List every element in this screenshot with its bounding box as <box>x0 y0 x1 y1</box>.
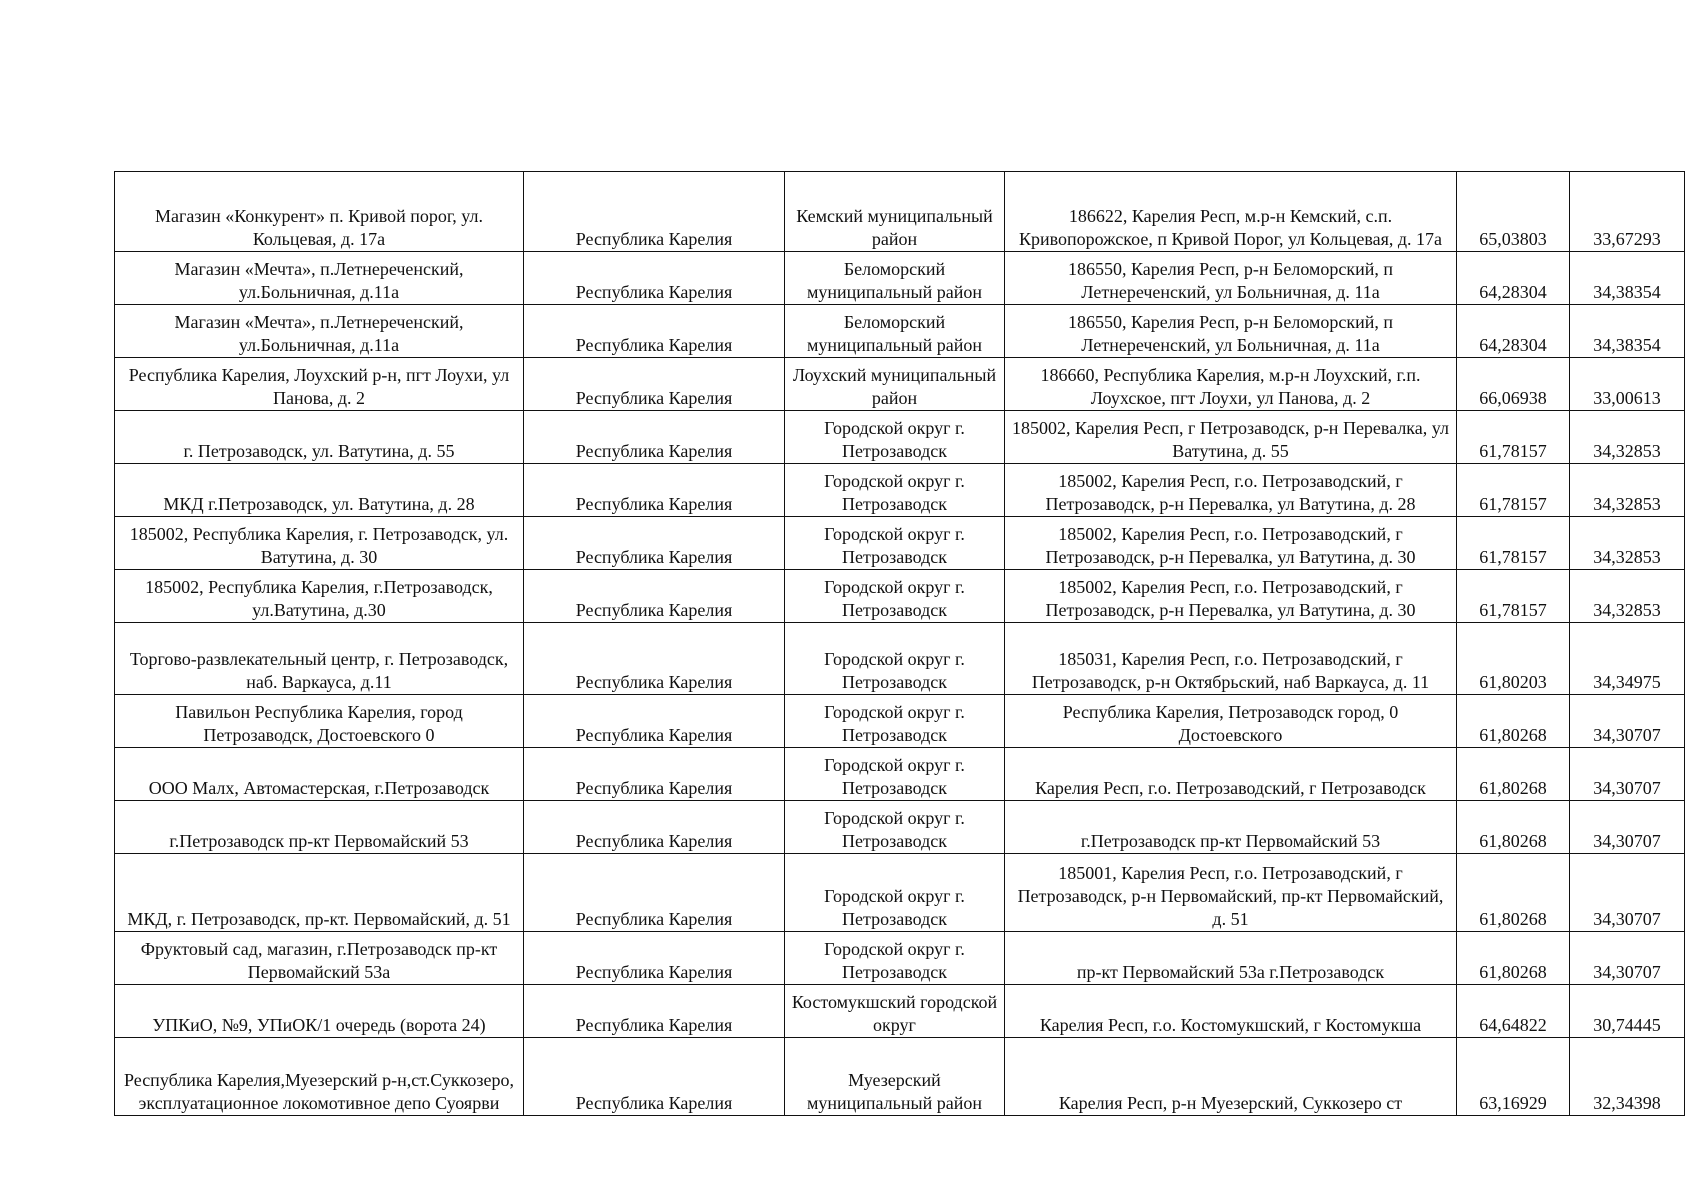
cell-region: Республика Карелия <box>524 252 785 305</box>
table-row <box>115 932 1685 985</box>
cell-longitude: 34,32853 <box>1570 517 1685 570</box>
cell-region: Республика Карелия <box>524 570 785 623</box>
cell-latitude: 66,06938 <box>1457 358 1570 411</box>
cell-address: 185031, Карелия Респ, г.о. Петрозаводский, г Петрозаводск, р-н Октябрьский, наб Варкауса, д. 11 <box>1005 623 1457 695</box>
cell-region: Республика Карелия <box>524 1038 785 1116</box>
cell-latitude: 61,80268 <box>1457 748 1570 801</box>
cell-address: 185002, Карелия Респ, г Петрозаводск, р-н Перевалка, ул Ватутина, д. 55 <box>1005 411 1457 464</box>
table-row <box>115 854 1685 932</box>
cell-longitude: 34,32853 <box>1570 464 1685 517</box>
cell-district: Беломорский муниципальный район <box>785 305 1005 358</box>
cell-region: Республика Карелия <box>524 172 785 252</box>
table-row <box>115 748 1685 801</box>
table-body <box>115 172 1685 1116</box>
cell-name: Магазин «Мечта», п.Летнереченский, ул.Больничная, д.11а <box>115 252 524 305</box>
cell-region: Республика Карелия <box>524 932 785 985</box>
cell-address: Карелия Респ, р-н Муезерский, Суккозеро ст <box>1005 1038 1457 1116</box>
cell-name: Фруктовый сад, магазин, г.Петрозаводск пр-кт Первомайский 53а <box>115 932 524 985</box>
cell-district: Городской округ г. Петрозаводск <box>785 464 1005 517</box>
cell-longitude: 33,67293 <box>1570 172 1685 252</box>
cell-latitude: 63,16929 <box>1457 1038 1570 1116</box>
table-row <box>115 695 1685 748</box>
address-table <box>114 171 1685 1116</box>
table-row <box>115 570 1685 623</box>
cell-address: 185001, Карелия Респ, г.о. Петрозаводский, г Петрозаводск, р-н Первомайский, пр-кт Первомайский, д. 51 <box>1005 854 1457 932</box>
cell-district: Городской округ г. Петрозаводск <box>785 854 1005 932</box>
cell-district: Городской округ г. Петрозаводск <box>785 517 1005 570</box>
cell-district: Кемский муниципальный район <box>785 172 1005 252</box>
cell-name: МКД г.Петрозаводск, ул. Ватутина, д. 28 <box>115 464 524 517</box>
cell-name: Магазин «Мечта», п.Летнереченский, ул.Больничная, д.11а <box>115 305 524 358</box>
cell-address: Карелия Респ, г.о. Костомукшский, г Костомукша <box>1005 985 1457 1038</box>
cell-district: Городской округ г. Петрозаводск <box>785 932 1005 985</box>
table-row <box>115 305 1685 358</box>
cell-name: Павильон Республика Карелия, город Петрозаводск, Достоевского 0 <box>115 695 524 748</box>
cell-district: Городской округ г. Петрозаводск <box>785 623 1005 695</box>
cell-longitude: 34,30707 <box>1570 748 1685 801</box>
cell-region: Республика Карелия <box>524 464 785 517</box>
cell-region: Республика Карелия <box>524 411 785 464</box>
cell-region: Республика Карелия <box>524 695 785 748</box>
cell-address: 186550, Карелия Респ, р-н Беломорский, п Летнереченский, ул Больничная, д. 11а <box>1005 305 1457 358</box>
cell-region: Республика Карелия <box>524 358 785 411</box>
cell-region: Республика Карелия <box>524 801 785 854</box>
cell-district: Беломорский муниципальный район <box>785 252 1005 305</box>
cell-longitude: 34,30707 <box>1570 932 1685 985</box>
cell-name: ООО Малх, Автомастерская, г.Петрозаводск <box>115 748 524 801</box>
cell-longitude: 34,32853 <box>1570 411 1685 464</box>
cell-address: Карелия Респ, г.о. Петрозаводский, г Петрозаводск <box>1005 748 1457 801</box>
cell-address: 185002, Карелия Респ, г.о. Петрозаводский, г Петрозаводск, р-н Перевалка, ул Ватутина, д. 28 <box>1005 464 1457 517</box>
cell-district: Городской округ г. Петрозаводск <box>785 748 1005 801</box>
table-row <box>115 1038 1685 1116</box>
cell-region: Республика Карелия <box>524 748 785 801</box>
cell-latitude: 61,80268 <box>1457 695 1570 748</box>
cell-name: МКД, г. Петрозаводск, пр-кт. Первомайский, д. 51 <box>115 854 524 932</box>
table-row <box>115 411 1685 464</box>
cell-longitude: 32,34398 <box>1570 1038 1685 1116</box>
cell-district: Городской округ г. Петрозаводск <box>785 695 1005 748</box>
cell-latitude: 61,80268 <box>1457 932 1570 985</box>
cell-region: Республика Карелия <box>524 854 785 932</box>
cell-latitude: 61,78157 <box>1457 411 1570 464</box>
cell-address: Республика Карелия, Петрозаводск город, 0 Достоевского <box>1005 695 1457 748</box>
cell-longitude: 34,30707 <box>1570 854 1685 932</box>
cell-name: Республика Карелия, Лоухский р-н, пгт Лоухи, ул Панова, д. 2 <box>115 358 524 411</box>
table-row <box>115 985 1685 1038</box>
cell-district: Городской округ г. Петрозаводск <box>785 801 1005 854</box>
cell-latitude: 61,78157 <box>1457 517 1570 570</box>
cell-address: 186622, Карелия Респ, м.р-н Кемский, с.п. Кривопорожское, п Кривой Порог, ул Кольцевая, д. 17а <box>1005 172 1457 252</box>
cell-name: Республика Карелия,Муезерский р-н,ст.Суккозеро, эксплуатационное локомотивное депо Суоярви <box>115 1038 524 1116</box>
cell-name: Торгово-развлекательный центр, г. Петрозаводск, наб. Варкауса, д.11 <box>115 623 524 695</box>
cell-district: Городской округ г. Петрозаводск <box>785 570 1005 623</box>
cell-latitude: 61,80268 <box>1457 801 1570 854</box>
cell-latitude: 65,03803 <box>1457 172 1570 252</box>
cell-region: Республика Карелия <box>524 985 785 1038</box>
cell-latitude: 64,64822 <box>1457 985 1570 1038</box>
table-row <box>115 358 1685 411</box>
table-row <box>115 252 1685 305</box>
cell-longitude: 34,38354 <box>1570 252 1685 305</box>
cell-name: УПКиО, №9, УПиОК/1 очередь (ворота 24) <box>115 985 524 1038</box>
cell-name: г. Петрозаводск, ул. Ватутина, д. 55 <box>115 411 524 464</box>
cell-longitude: 34,32853 <box>1570 570 1685 623</box>
cell-latitude: 64,28304 <box>1457 252 1570 305</box>
cell-latitude: 61,80203 <box>1457 623 1570 695</box>
cell-longitude: 30,74445 <box>1570 985 1685 1038</box>
cell-district: Костомукшский городской округ <box>785 985 1005 1038</box>
cell-region: Республика Карелия <box>524 517 785 570</box>
table-row <box>115 464 1685 517</box>
cell-name: г.Петрозаводск пр-кт Первомайский 53 <box>115 801 524 854</box>
table-row <box>115 801 1685 854</box>
cell-region: Республика Карелия <box>524 305 785 358</box>
cell-latitude: 61,78157 <box>1457 570 1570 623</box>
cell-longitude: 34,30707 <box>1570 695 1685 748</box>
cell-longitude: 34,34975 <box>1570 623 1685 695</box>
table-row <box>115 517 1685 570</box>
cell-address: пр-кт Первомайский 53а г.Петрозаводск <box>1005 932 1457 985</box>
cell-longitude: 33,00613 <box>1570 358 1685 411</box>
cell-longitude: 34,30707 <box>1570 801 1685 854</box>
cell-longitude: 34,38354 <box>1570 305 1685 358</box>
table-row <box>115 623 1685 695</box>
table-row <box>115 172 1685 252</box>
cell-name: 185002, Республика Карелия, г. Петрозаводск, ул. Ватутина, д. 30 <box>115 517 524 570</box>
cell-district: Муезерский муниципальный район <box>785 1038 1005 1116</box>
cell-address: 185002, Карелия Респ, г.о. Петрозаводский, г Петрозаводск, р-н Перевалка, ул Ватутина, д. 30 <box>1005 570 1457 623</box>
cell-latitude: 64,28304 <box>1457 305 1570 358</box>
cell-latitude: 61,78157 <box>1457 464 1570 517</box>
cell-district: Городской округ г. Петрозаводск <box>785 411 1005 464</box>
cell-latitude: 61,80268 <box>1457 854 1570 932</box>
cell-name: Магазин «Конкурент» п. Кривой порог, ул. Кольцевая, д. 17а <box>115 172 524 252</box>
cell-address: 186660, Республика Карелия, м.р-н Лоухский, г.п. Лоухское, пгт Лоухи, ул Панова, д. 2 <box>1005 358 1457 411</box>
cell-address: 186550, Карелия Респ, р-н Беломорский, п Летнереченский, ул Больничная, д. 11а <box>1005 252 1457 305</box>
cell-district: Лоухский муниципальный район <box>785 358 1005 411</box>
cell-address: г.Петрозаводск пр-кт Первомайский 53 <box>1005 801 1457 854</box>
cell-name: 185002, Республика Карелия, г.Петрозаводск, ул.Ватутина, д.30 <box>115 570 524 623</box>
cell-region: Республика Карелия <box>524 623 785 695</box>
cell-address: 185002, Карелия Респ, г.о. Петрозаводский, г Петрозаводск, р-н Перевалка, ул Ватутина, д. 30 <box>1005 517 1457 570</box>
